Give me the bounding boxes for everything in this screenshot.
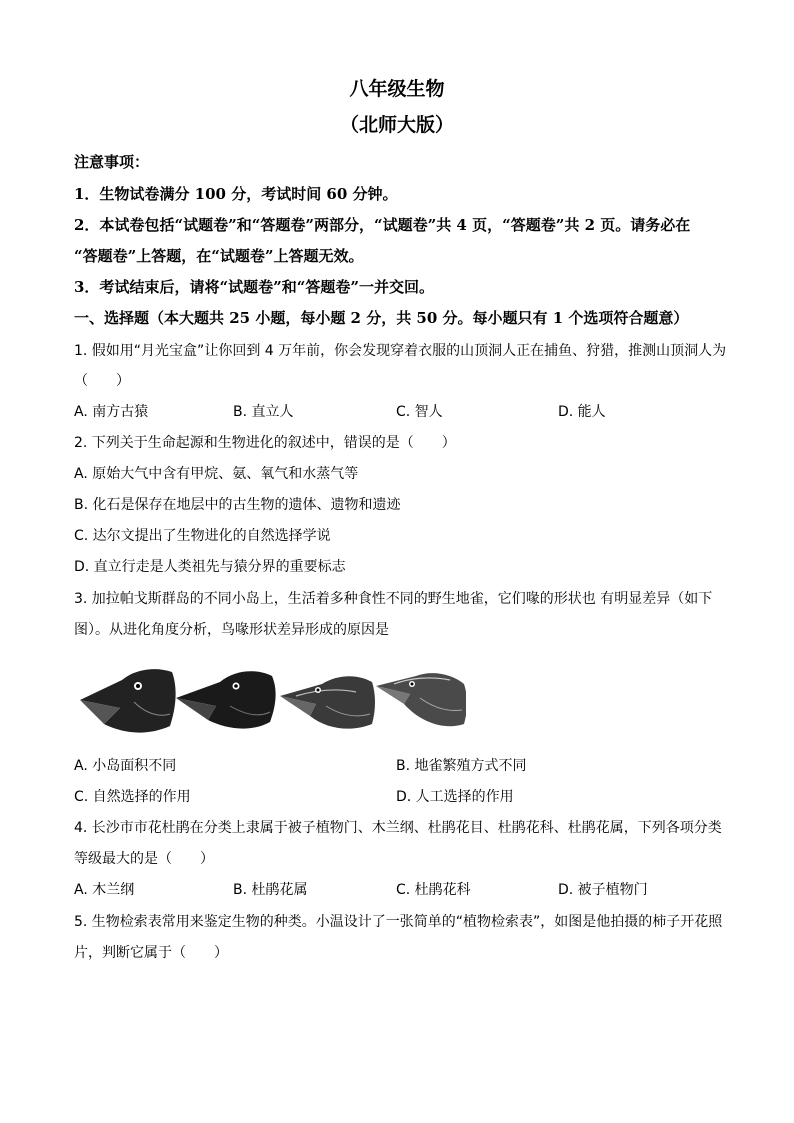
- question-4-option-b: B. 杜鹃花属: [233, 882, 308, 898]
- notes-item-3: 3．考试结束后，请将“试题卷”和“答题卷”一并交回。: [74, 278, 434, 296]
- question-2-option-c: C. 达尔文提出了生物进化的自然选择学说: [74, 528, 331, 544]
- question-3-line-2: 图）。从进化角度分析，鸟喙形状差异形成的原因是: [74, 622, 389, 638]
- question-3-option-d: D. 人工选择的作用: [396, 789, 514, 805]
- question-1-option-c: C. 智人: [396, 404, 443, 420]
- question-4-line-2: 等级最大的是（ ）: [74, 851, 214, 867]
- question-3-option-b: B. 地雀繁殖方式不同: [396, 758, 527, 774]
- question-1-line-2: （ ）: [74, 373, 130, 389]
- finch-beaks-icon: [74, 662, 466, 742]
- question-2-option-b: B. 化石是保存在地层中的古生物的遗体、遗物和遗迹: [74, 497, 401, 513]
- question-5-line-2: 片，判断它属于（ ）: [74, 945, 228, 961]
- question-4-option-d: D. 被子植物门: [558, 882, 648, 898]
- question-3-option-c: C. 自然选择的作用: [74, 789, 191, 805]
- notes-item-1: 1．生物试卷满分 100 分，考试时间 60 分钟。: [74, 185, 398, 203]
- question-1-line-1: 1. 假如用“月光宝盒”让你回到 4 万年前，你会发现穿着衣服的山顶洞人正在捕鱼、狩猎，推测山顶洞人为: [74, 343, 727, 359]
- question-1-option-b: B. 直立人: [233, 404, 294, 420]
- notes-heading: 注意事项：: [74, 153, 150, 171]
- question-1-option-d: D. 能人: [558, 404, 606, 420]
- section-heading: 一、选择题（本大题共 25 小题，每小题 2 分，共 50 分。每小题只有 1 个选项符合题意）: [74, 309, 689, 327]
- question-4-option-c: C. 杜鹃花科: [396, 882, 471, 898]
- question-2-option-a: A. 原始大气中含有甲烷、氨、氧气和水蒸气等: [74, 466, 359, 482]
- question-4-line-1: 4. 长沙市市花杜鹃在分类上隶属于被子植物门、木兰纲、杜鹃花目、杜鹃花科、杜鹃花属，下列各项分类: [74, 820, 722, 836]
- notes-item-2-line-2: “答题卷”上答题，在“试题卷”上答题无效。: [74, 247, 364, 265]
- question-4-option-a: A. 木兰纲: [74, 882, 135, 898]
- question-2-option-d: D. 直立行走是人类祖先与猿分界的重要标志: [74, 559, 346, 575]
- notes-item-2-line-1: 2．本试卷包括“试题卷”和“答题卷”两部分，“试题卷”共 4 页，“答题卷”共 2 页。请务必在: [74, 216, 691, 234]
- question-5-line-1: 5. 生物检索表常用来鉴定生物的种类。小温设计了一张简单的“植物检索表”，如图是他拍摄的柿子开花照: [74, 914, 723, 930]
- question-3-line-1: 3. 加拉帕戈斯群岛的不同小岛上，生活着多种食性不同的野生地雀，它们喙的形状也 有明显差异（如下: [74, 591, 713, 607]
- question-2-line-1: 2. 下列关于生命起源和生物进化的叙述中，错误的是（ ）: [74, 435, 456, 451]
- question-3-option-a: A. 小岛面积不同: [74, 758, 177, 774]
- page-title: 八年级生物: [349, 78, 445, 100]
- page-subtitle: （北师大版）: [339, 114, 454, 136]
- question-1-option-a: A. 南方古猿: [74, 404, 149, 420]
